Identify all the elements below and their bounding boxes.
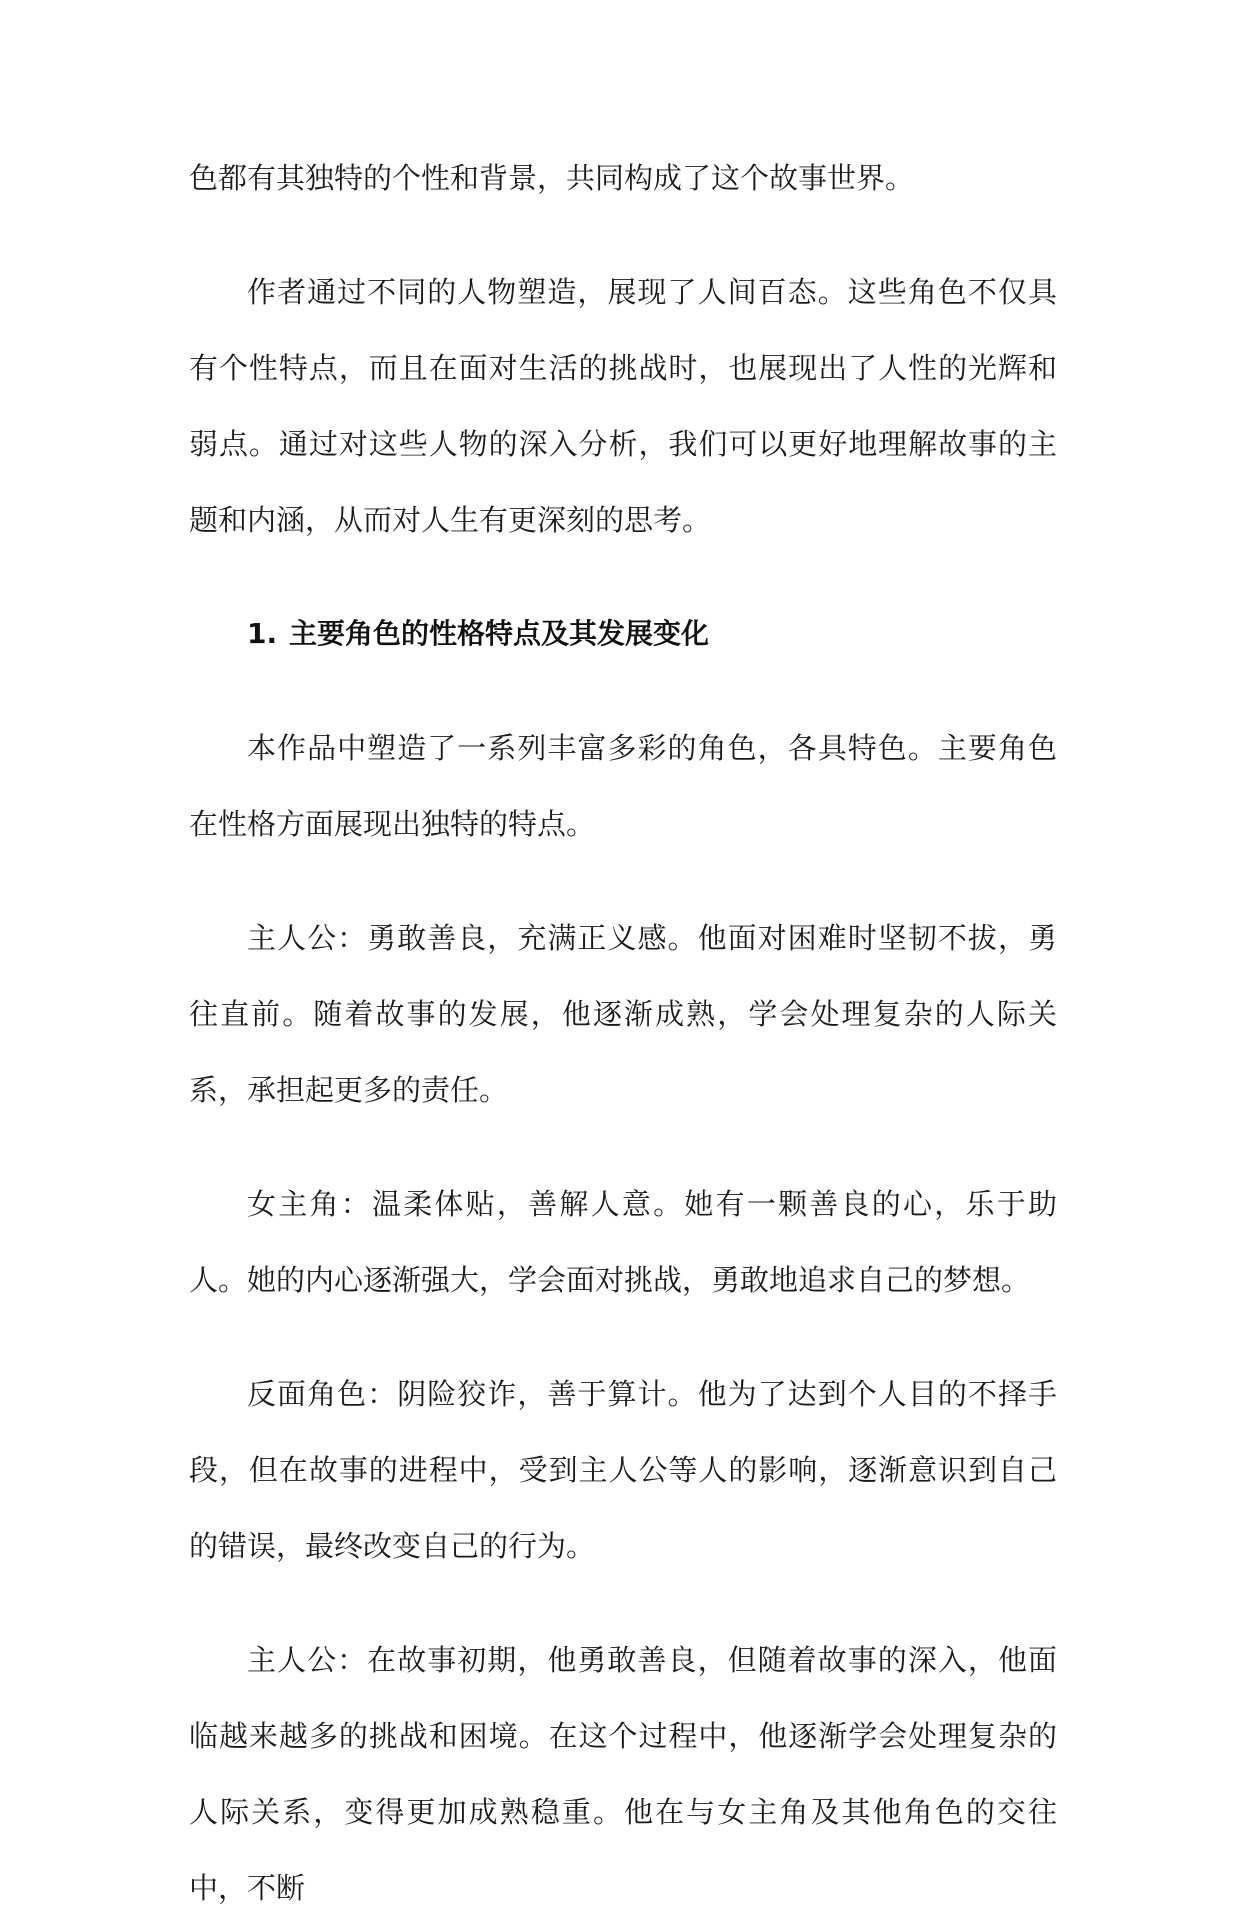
paragraph-protagonist-development: 主人公：在故事初期，他勇敢善良，但随着故事的深入，他面临越来越多的挑战和困境。在这个过程中，他逐渐学会处理复杂的人际关系，变得更加成熟稳重。他在与女主角及其他角色的交往中，不断 bbox=[189, 1643, 1057, 1905]
document-body bbox=[189, 140, 1057, 1926]
section-number: 1. bbox=[247, 617, 278, 650]
section-heading bbox=[189, 596, 1057, 672]
paragraph-intro: 本作品中塑造了一系列丰富多彩的角色，各具特色。主要角色在性格方面展现出独特的特点。 bbox=[189, 731, 1057, 841]
paragraph-author-portrayal: 作者通过不同的人物塑造，展现了人间百态。这些角色不仅具有个性特点，而且在面对生活的挑战时，也展现出了人性的光辉和弱点。通过对这些人物的深入分析，我们可以更好地理解故事的主题和内涵，从而对人生有更深刻的思考。 bbox=[189, 275, 1057, 537]
paragraph-continuation: 色都有其独特的个性和背景，共同构成了这个故事世界。 bbox=[189, 161, 915, 195]
section-title: 主要角色的性格特点及其发展变化 bbox=[289, 617, 710, 650]
paragraph-protagonist: 主人公：勇敢善良，充满正义感。他面对困难时坚韧不拔，勇往直前。随着故事的发展，他逐渐成熟，学会处理复杂的人际关系，承担起更多的责任。 bbox=[189, 921, 1057, 1107]
paragraph-antagonist: 反面角色：阴险狡诈，善于算计。他为了达到个人目的不择手段，但在故事的进程中，受到主人公等人的影响，逐渐意识到自己的错误，最终改变自己的行为。 bbox=[189, 1377, 1057, 1563]
paragraph-heroine: 女主角：温柔体贴，善解人意。她有一颗善良的心，乐于助人。她的内心逐渐强大，学会面对挑战，勇敢地追求自己的梦想。 bbox=[189, 1187, 1057, 1297]
